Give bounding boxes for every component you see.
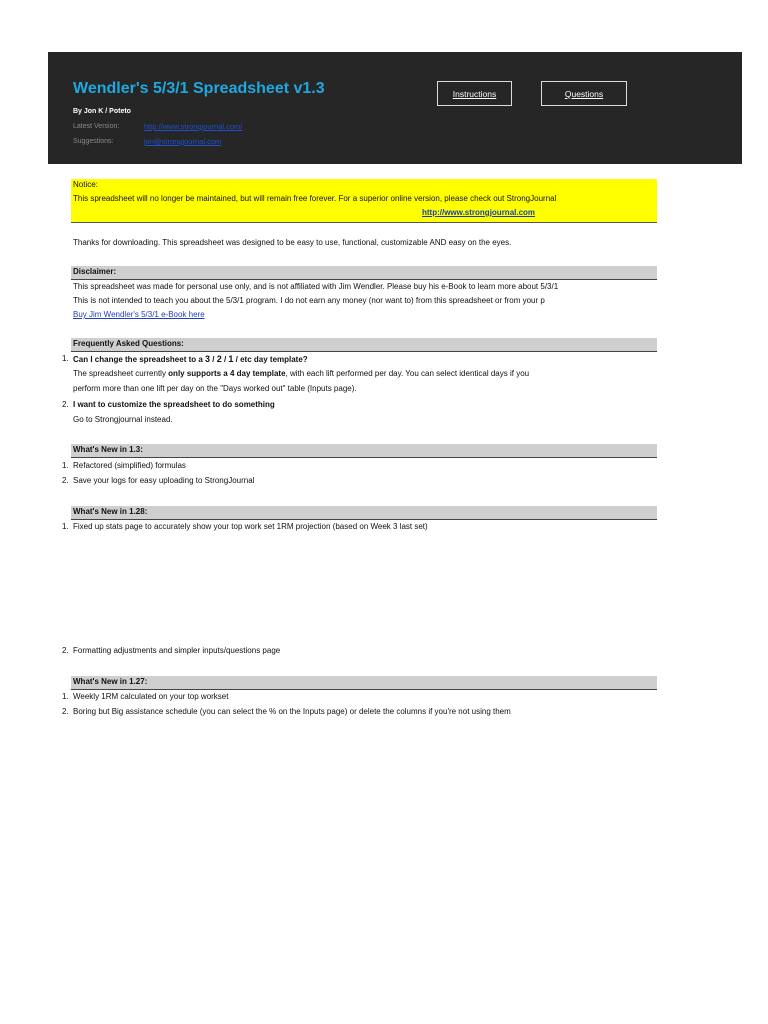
new-1-3-item-1: Refactored (simplified) formulas	[73, 461, 186, 470]
faq-a1-bold: only supports a 4 day template	[168, 369, 286, 378]
faq-q1-one: 1	[228, 354, 234, 364]
new-1-3-item-2-number: 2.	[62, 476, 69, 485]
byline: By Jon K / Poteto	[73, 108, 131, 115]
notice-box	[71, 179, 657, 223]
latest-version-label: Latest Version:	[73, 123, 120, 130]
faq-q1-three: 3	[205, 354, 211, 364]
new-1-27-heading-label: What's New in 1.27:	[73, 677, 148, 686]
new-1-28-heading-label: What's New in 1.28:	[73, 507, 148, 516]
page-title: Wendler's 5/3/1 Spreadsheet v1.3	[73, 80, 325, 97]
faq-a1-pre: The spreadsheet currently	[73, 369, 169, 378]
notice-link[interactable]: http://www.strongjournal.com	[422, 208, 536, 217]
new-1-27-item-1-number: 1.	[62, 692, 69, 701]
faq-q1-post: / etc day template?	[233, 355, 308, 364]
faq-q1-sep2: /	[221, 355, 229, 364]
faq-heading-label: Frequently Asked Questions:	[73, 339, 184, 348]
buy-ebook-link[interactable]: Buy Jim Wendler's 5/3/1 e-Book here	[73, 310, 205, 319]
new-1-3-item-2: Save your logs for easy uploading to StrongJournal	[73, 476, 255, 485]
new-1-27-item-2-number: 2.	[62, 707, 69, 716]
new-1-27-item-2: Boring but Big assistance schedule (you can select the % on the Inputs page) or delete the columns if you're not using them	[73, 707, 511, 716]
faq-a1-post: , with each lift performed per day. You can select identical days if you	[285, 369, 530, 378]
faq-answer-1	[73, 368, 529, 380]
faq-heading	[71, 338, 657, 352]
new-1-28-item-2-number: 2.	[62, 646, 69, 655]
new-1-3-heading	[71, 444, 657, 458]
new-1-28-item-2: Formatting adjustments and simpler inputs/questions page	[73, 646, 281, 655]
new-1-27-item-1: Weekly 1RM calculated on your top workset	[73, 692, 229, 701]
faq-q2-number: 2.	[62, 400, 69, 409]
new-1-28-item-1-number: 1.	[62, 522, 69, 531]
notice-title: Notice:	[73, 180, 98, 189]
faq-question-1	[73, 353, 308, 366]
suggestions-email-link[interactable]: jon@strongjournal.com	[144, 137, 222, 146]
faq-q1-two: 2	[216, 354, 222, 364]
new-1-28-item-1: Fixed up stats page to accurately show your top work set 1RM projection (based on Week 3 last set)	[73, 522, 428, 531]
faq-q1-pre: Can I change the spreadsheet to a	[73, 355, 206, 364]
faq-q1-number: 1.	[62, 354, 69, 363]
new-1-3-item-1-number: 1.	[62, 461, 69, 470]
disclaimer-line-1: This spreadsheet was made for personal use only, and is not affiliated with Jim Wendler. Please buy his e-Book to learn more about 5/3/1	[73, 282, 559, 291]
faq-q1-sep1: /	[210, 355, 217, 364]
suggestions-label: Suggestions:	[73, 138, 114, 145]
instructions-button[interactable]: Instructions	[437, 81, 512, 106]
notice-text: This spreadsheet will no longer be maintained, but will remain free forever. For a superior online version, please check out StrongJournal	[73, 194, 557, 203]
latest-version-link[interactable]: http://www.strongjournal.com/	[144, 122, 243, 131]
new-1-28-heading	[71, 506, 657, 520]
disclaimer-line-2: This is not intended to teach you about the 5/3/1 program. I do not earn any money (nor want to) from this spreadsheet or from your p	[73, 296, 545, 305]
new-1-3-heading-label: What's New in 1.3:	[73, 445, 143, 454]
faq-answer-1-line-2: perform more than one lift per day on the "Days worked out" table (Inputs page).	[73, 384, 357, 393]
faq-answer-2: Go to Strongjournal instead.	[73, 415, 173, 424]
questions-button[interactable]: Questions	[541, 81, 627, 106]
intro-text: Thanks for downloading. This spreadsheet was designed to be easy to use, functional, customizable AND easy on the eyes.	[73, 238, 512, 247]
faq-question-2: I want to customize the spreadsheet to do something	[73, 400, 275, 409]
new-1-27-heading	[71, 676, 657, 690]
disclaimer-heading	[71, 266, 657, 280]
disclaimer-heading-label: Disclaimer:	[73, 267, 117, 276]
